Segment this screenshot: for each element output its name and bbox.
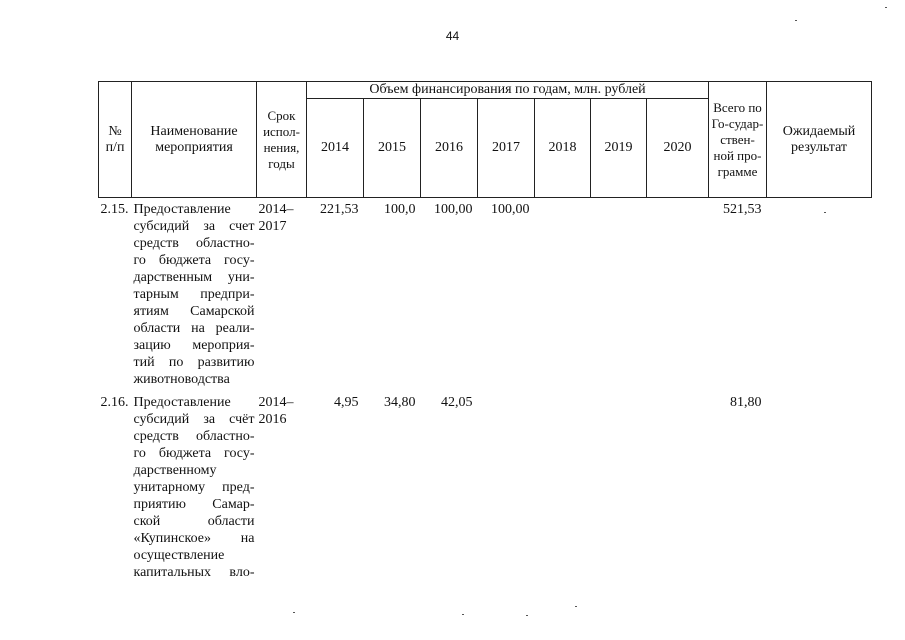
scan-speck <box>824 212 826 213</box>
value-2015: 100,0 <box>384 202 416 217</box>
funding-table <box>98 81 872 581</box>
name-line: субсидий за счёт <box>133 412 255 427</box>
value-result <box>767 388 872 581</box>
scan-speck <box>885 7 887 8</box>
row-name <box>132 198 257 389</box>
period-line: 2014– <box>258 202 294 217</box>
table-row <box>99 388 872 581</box>
scan-speck <box>526 615 528 616</box>
value-2018 <box>535 388 591 581</box>
name-line: го бюджета госу- <box>133 253 255 268</box>
scan-speck <box>795 20 797 21</box>
name-line: тарным предпри- <box>133 287 255 302</box>
header-year-2014: 2014 <box>307 99 364 198</box>
header-funding-group: Объем финансирования по годам, млн. рублей <box>307 82 709 99</box>
name-line: го бюджета госу- <box>133 446 255 461</box>
row-number: 2.15. <box>100 202 129 217</box>
name-line: «Купинское» на <box>133 531 255 546</box>
value-2016: 100,00 <box>434 202 473 217</box>
header-total: Всего по Го-судар-ствен-ной про-грамме <box>709 82 767 198</box>
period-line: 2016 <box>258 412 287 427</box>
header-year-2020: 2020 <box>647 99 709 198</box>
value-2014: 4,95 <box>334 395 359 410</box>
name-line: осуществление <box>133 548 225 563</box>
name-line: ятиям Самарской <box>133 304 255 319</box>
value-total: 521,53 <box>723 202 762 217</box>
value-2017: 100,00 <box>491 202 530 217</box>
value-2017 <box>478 388 535 581</box>
value-2020 <box>647 388 709 581</box>
name-line: дарственному <box>133 463 217 478</box>
value-result <box>767 198 872 389</box>
header-year-2018: 2018 <box>535 99 591 198</box>
header-result: Ожидаемый результат <box>767 82 872 198</box>
name-line: животноводства <box>133 372 230 387</box>
header-year-2019: 2019 <box>591 99 647 198</box>
name-line: области на реали- <box>133 321 255 336</box>
header-name: Наименование мероприятия <box>132 82 257 198</box>
row-number: 2.16. <box>100 395 129 410</box>
header-period: Срок испол-нения, годы <box>257 82 307 198</box>
name-line: Предоставление <box>133 395 231 410</box>
period-line: 2014– <box>258 395 294 410</box>
scan-speck <box>575 606 577 607</box>
header-year-2017: 2017 <box>478 99 535 198</box>
header-year-2016: 2016 <box>421 99 478 198</box>
row-name <box>132 388 257 581</box>
value-2014: 221,53 <box>320 202 359 217</box>
page-number: 44 <box>445 29 460 43</box>
value-2020 <box>647 198 709 389</box>
value-2019 <box>591 198 647 389</box>
value-2019 <box>591 388 647 581</box>
name-line: субсидий за счет <box>133 219 255 234</box>
row-period <box>257 388 307 581</box>
header-year-2015: 2015 <box>364 99 421 198</box>
name-line: зацию мероприя- <box>133 338 255 353</box>
value-total: 81,80 <box>730 395 762 410</box>
scan-speck <box>293 612 295 613</box>
name-line: средств областно- <box>133 429 255 444</box>
header-num: № п/п <box>99 82 132 198</box>
table-row <box>99 198 872 389</box>
value-2018 <box>535 198 591 389</box>
name-line: тий по развитию <box>133 355 255 370</box>
name-line: средств областно- <box>133 236 255 251</box>
name-line: ской области <box>133 514 255 529</box>
name-line: Предоставление <box>133 202 231 217</box>
period-line: 2017 <box>258 219 287 234</box>
name-line: унитарному пред- <box>133 480 255 495</box>
value-2016: 42,05 <box>441 395 473 410</box>
name-line: капитальных вло- <box>133 565 255 580</box>
name-line: дарственным уни- <box>133 270 255 285</box>
name-line: приятию Самар- <box>133 497 255 512</box>
scan-speck <box>462 614 464 615</box>
value-2015: 34,80 <box>384 395 416 410</box>
row-period <box>257 198 307 389</box>
